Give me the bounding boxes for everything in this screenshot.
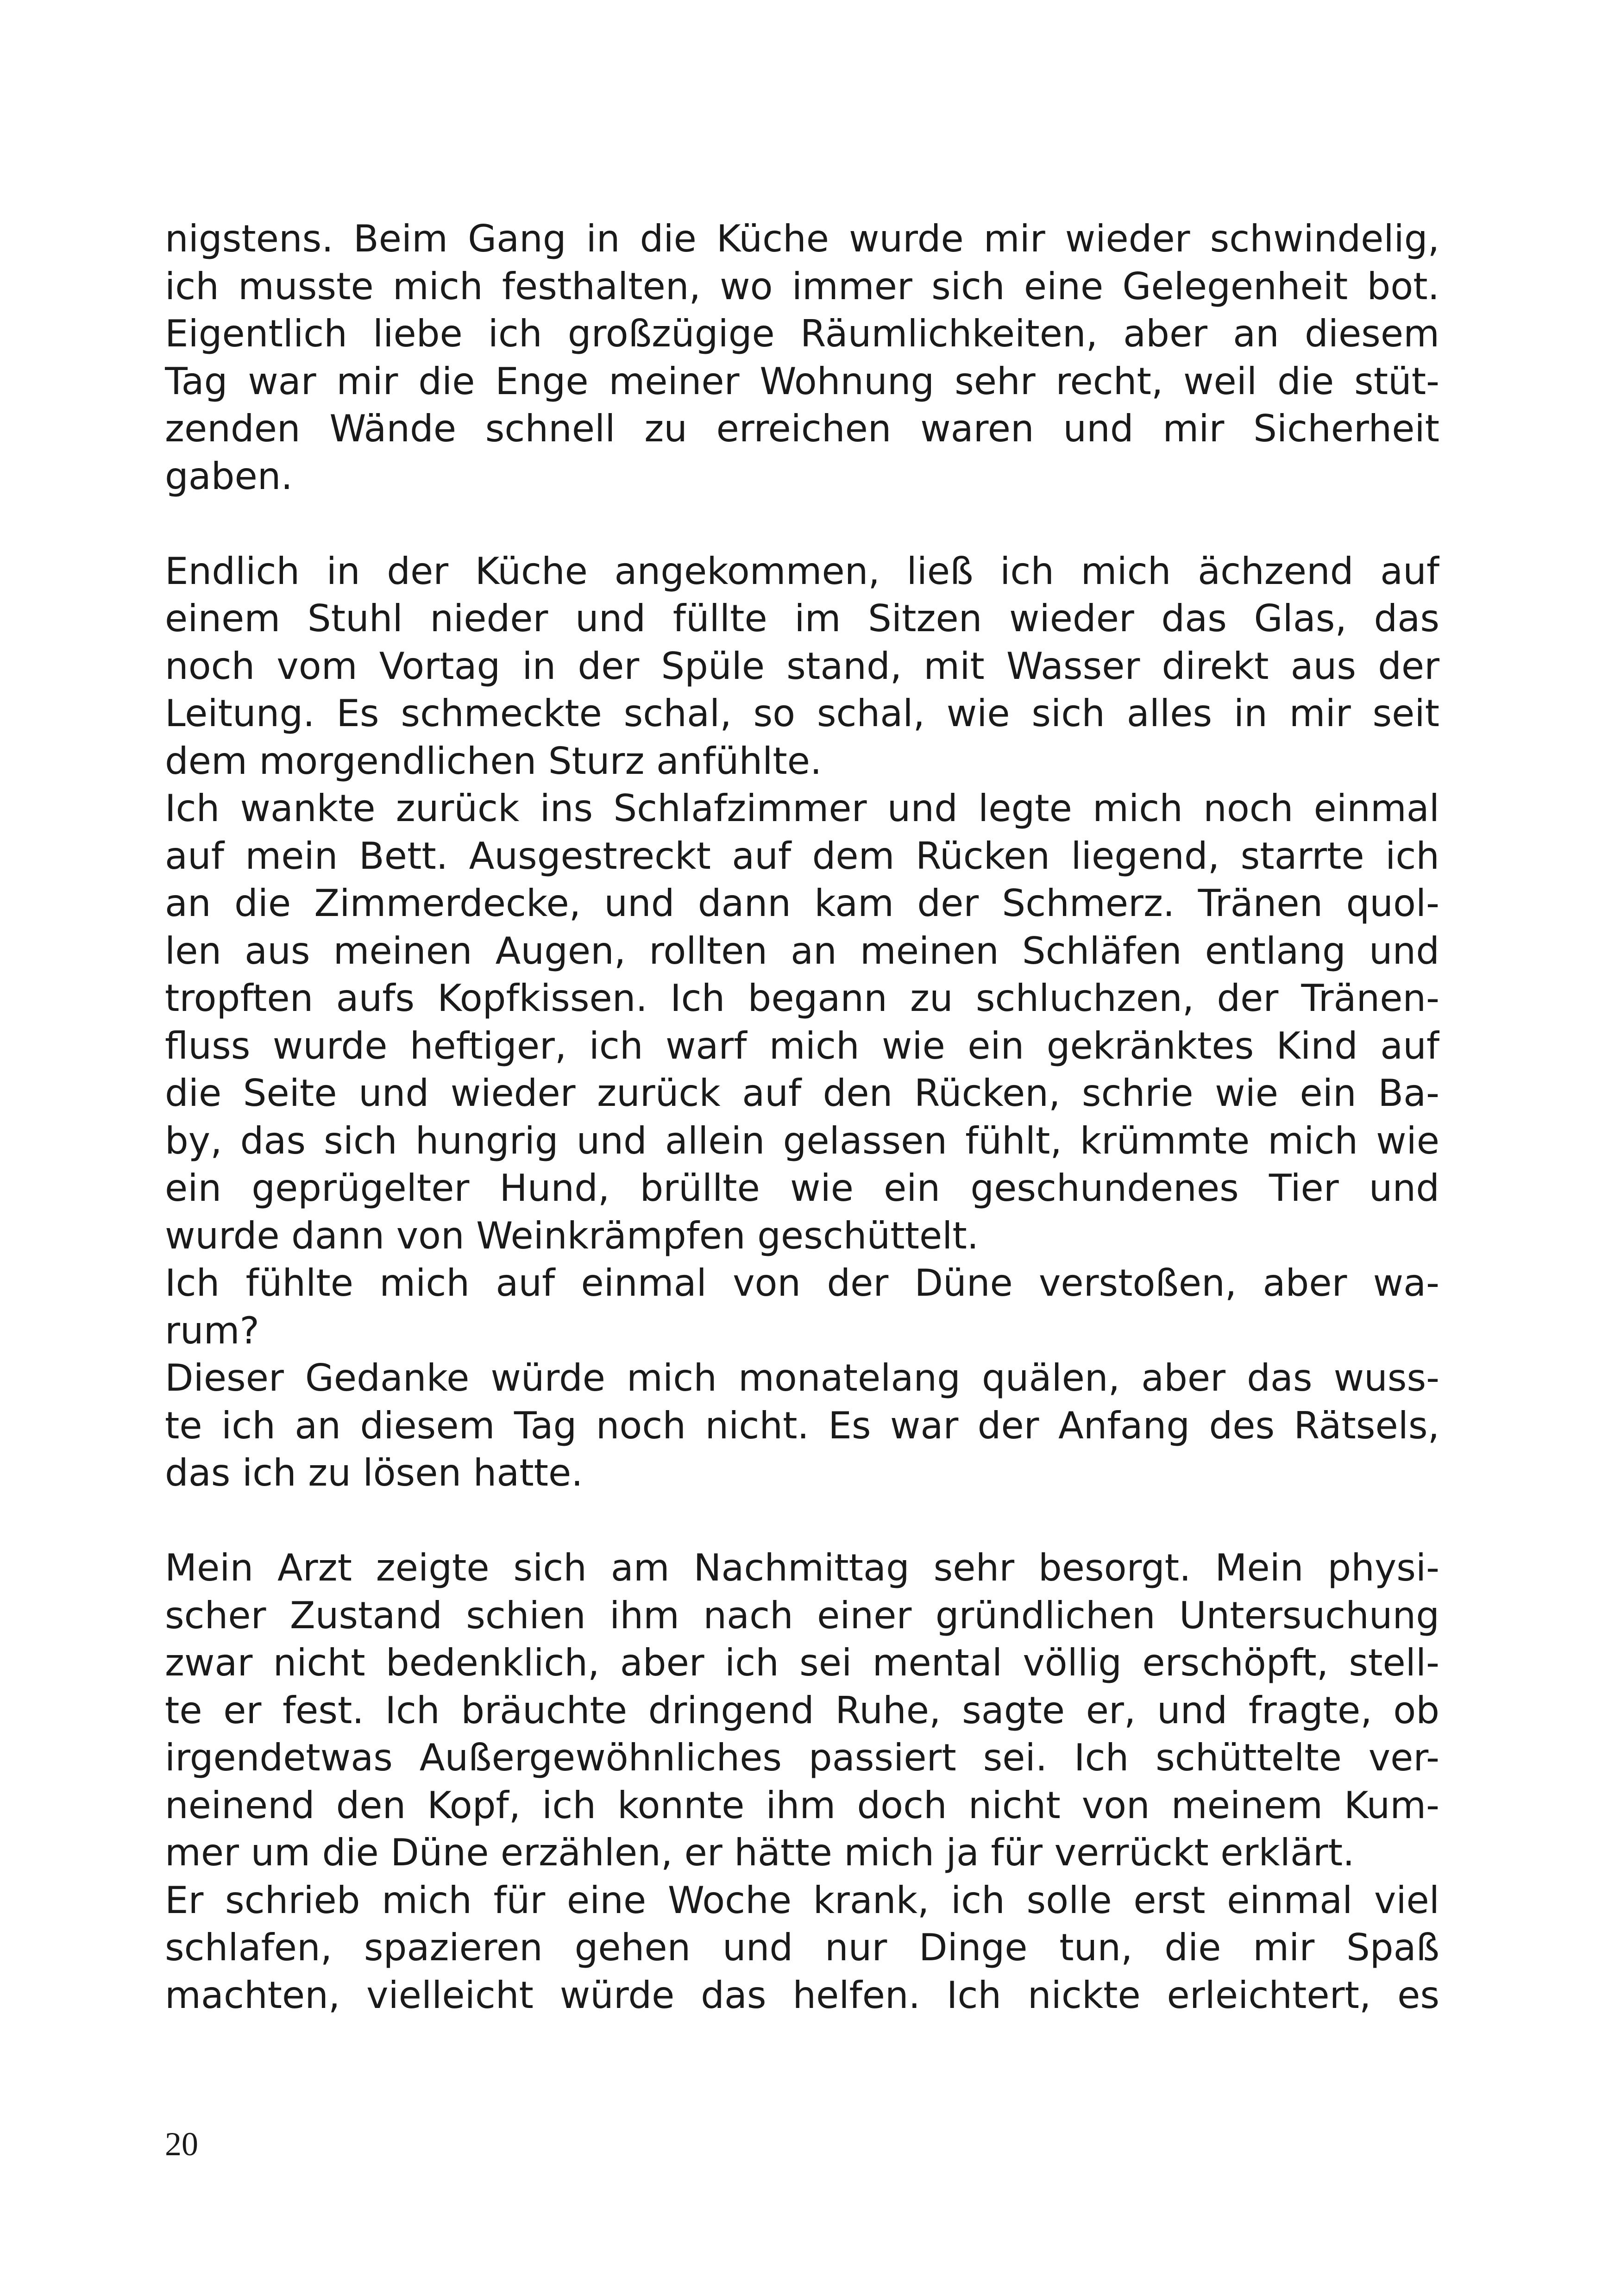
text-line: te ich an diesem Tag noch nicht. Es war der Anfang des Rätsels, [165, 1404, 1439, 1447]
paragraph-gap [165, 500, 1439, 548]
text-line: mer um die Düne erzählen, er hätte mich ja für verrückt erklärt. [165, 1831, 1355, 1874]
text-line: das ich zu lösen hatte. [165, 1451, 583, 1494]
text-line: schlafen, spazieren gehen und nur Dinge tun, die mir Spaß [165, 1926, 1439, 1969]
text-line: einem Stuhl nieder und füllte im Sitzen wieder das Glas, das [165, 597, 1439, 640]
text-line: ein geprügelter Hund, brüllte wie ein geschundenes Tier und [165, 1167, 1439, 1210]
text-line: gaben. [165, 454, 293, 498]
text-line: te er fest. Ich bräuchte dringend Ruhe, sagte er, und fragte, ob [165, 1688, 1439, 1732]
text-line: by, das sich hungrig und allein gelassen fühlt, krümmte mich wie [165, 1119, 1439, 1162]
text-line: zenden Wände schnell zu erreichen waren und mir Sicherheit [165, 407, 1439, 450]
text-line: Ich fühlte mich auf einmal von der Düne verstoßen, aber wa- [165, 1261, 1439, 1305]
text-line: zwar nicht bedenklich, aber ich sei mental völlig erschöpft, stell- [165, 1641, 1439, 1684]
text-line: Er schrieb mich für eine Woche krank, ich solle erst einmal viel [165, 1878, 1439, 1922]
paragraph-gap [165, 1497, 1439, 1545]
text-line: neinend den Kopf, ich konnte ihm doch nicht von meinem Kum- [165, 1783, 1439, 1827]
page-number: 20 [165, 2126, 198, 2163]
body-text [165, 215, 1439, 2019]
text-line: noch vom Vortag in der Spüle stand, mit Wasser direkt aus der [165, 644, 1439, 688]
text-line: wurde dann von Weinkrämpfen geschüttelt. [165, 1214, 979, 1257]
text-line: Dieser Gedanke würde mich monatelang quälen, aber das wuss- [165, 1356, 1439, 1399]
text-line: auf mein Bett. Ausgestreckt auf dem Rücken liegend, starrte ich [165, 834, 1439, 878]
text-line: irgendetwas Außergewöhnliches passiert sei. Ich schüttelte ver- [165, 1736, 1439, 1779]
text-line: Mein Arzt zeigte sich am Nachmittag sehr besorgt. Mein physi- [165, 1546, 1439, 1589]
text-line: Endlich in der Küche angekommen, ließ ich mich ächzend auf [165, 549, 1439, 593]
text-line: len aus meinen Augen, rollten an meinen Schläfen entlang und [165, 929, 1439, 972]
text-line: an die Zimmerdecke, und dann kam der Schmerz. Tränen quol- [165, 882, 1439, 925]
text-line: tropften aufs Kopfkissen. Ich begann zu schluchzen, der Tränen- [165, 977, 1439, 1020]
text-line: Tag war mir die Enge meiner Wohnung sehr recht, weil die stüt- [165, 359, 1439, 403]
text-line: scher Zustand schien ihm nach einer gründlichen Untersuchung [165, 1593, 1439, 1637]
text-line: dem morgendlichen Sturz anfühlte. [165, 739, 822, 783]
text-line: Eigentlich liebe ich großzügige Räumlichkeiten, aber an diesem [165, 312, 1439, 355]
text-line: Leitung. Es schmeckte schal, so schal, wie sich alles in mir seit [165, 692, 1439, 735]
text-line: ich musste mich festhalten, wo immer sich eine Gelegenheit bot. [165, 264, 1439, 308]
text-line: machten, vielleicht würde das helfen. Ich nickte erleichtert, es [165, 1973, 1439, 2017]
text-line: fluss wurde heftiger, ich warf mich wie ein gekränktes Kind auf [165, 1024, 1439, 1067]
text-line: die Seite und wieder zurück auf den Rücken, schrie wie ein Ba- [165, 1072, 1439, 1115]
text-line: rum? [165, 1309, 259, 1352]
text-line: nigstens. Beim Gang in die Küche wurde mir wieder schwindelig, [165, 217, 1439, 260]
text-line: Ich wankte zurück ins Schlafzimmer und legte mich noch einmal [165, 787, 1439, 830]
